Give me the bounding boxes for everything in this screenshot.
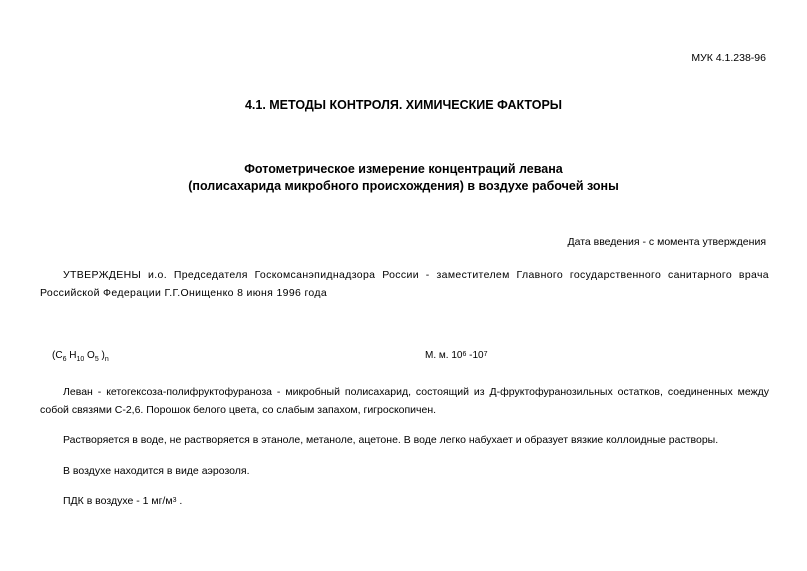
levan-description-paragraph: Леван - кетогексоза-полифруктофураноза - микробный полисахарид, состоящий из Д-фруктофуранозильных остатков, соединенных между собой связями С-2,6. Порошок белого цвета, со слабым запахом, гигроскопичен. bbox=[40, 386, 769, 416]
document-title bbox=[0, 161, 807, 195]
document-code: МУК 4.1.238-96 bbox=[691, 52, 766, 64]
approval-paragraph bbox=[40, 266, 769, 302]
aerosol-paragraph: В воздухе находится в виде аэрозоля. bbox=[63, 465, 250, 477]
pdk-paragraph: ПДК в воздухе - 1 $мг/м^3$ . bbox=[63, 495, 183, 507]
molar-mass: М. м. $10^6$ $-10^7$ bbox=[425, 350, 488, 361]
approved-text: и.о. Председателя Госкомсанэпиднадзора России - заместителем Главного государственного санитарного врача Российской Федерации Г.Г.Онищенко 8 июня 1996 года bbox=[40, 269, 769, 299]
chemical-formula: ($C_6$ $H_{10}$ $O_5$ )$_n$ bbox=[52, 350, 109, 363]
document-title-line-2: (полисахарида микробного происхождения) в воздухе рабочей зоны bbox=[188, 179, 619, 193]
solubility-paragraph: Растворяется в воде, не растворяется в этаноле, метаноле, ацетоне. В воде легко набухает и образует вязкие коллоидные растворы. bbox=[63, 434, 719, 446]
introduction-date: Дата введения - с момента утверждения bbox=[567, 236, 766, 248]
approved-label: УТВЕРЖДЕНЫ bbox=[63, 269, 142, 281]
section-title: 4.1. МЕТОДЫ КОНТРОЛЯ. ХИМИЧЕСКИЕ ФАКТОРЫ bbox=[244, 98, 563, 112]
document-title-line-1: Фотометрическое измерение концентраций левана bbox=[244, 162, 563, 176]
